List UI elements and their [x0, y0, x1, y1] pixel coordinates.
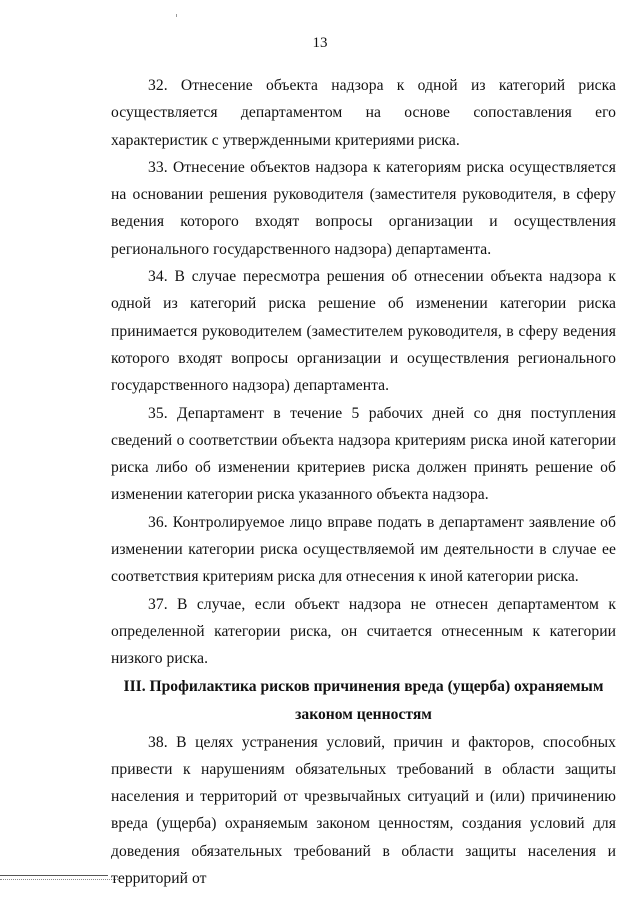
scan-mark — [176, 14, 177, 17]
paragraph-32: 32. Отнесение объекта надзора к одной из категорий риска осуществляется департаментом на основе сопоставления его характеристик с утвержденными критериями риска. — [111, 77, 616, 149]
footer-rule-dotted — [0, 879, 120, 880]
paragraph-34: 34. В случае пересмотра решения об отнесении объекта надзора к одной из категорий риска решение об изменении категории риска принимается руководителем (заместителем руководителя, в сферу ведения которого входят вопросы организации и осуществления регионального государственного надзора) департамента. — [111, 268, 616, 395]
paragraph-38: 38. В целях устранения условий, причин и факторов, способных привести к нарушениям обязательных требований в области защиты населения и территорий от чрезвычайных ситуаций и (или) причинению вреда (ущерба) охраняемым законом ценностям, создания условий для доведения обязательных требований в области защиты населения и территорий от — [111, 733, 616, 888]
section-heading: III. Профилактика рисков причинения вреда (ущерба) охраняемым законом ценностям — [123, 677, 604, 723]
paragraph-35: 35. Департамент в течение 5 рабочих дней со дня поступления сведений о соответствии объекта надзора критериям риска иной категории риска либо об изменении критериев риска должен принять решение об изменении категории риска указанного объекта надзора. — [111, 404, 616, 504]
document-body — [111, 72, 616, 892]
page-number: 13 — [312, 35, 328, 51]
footer-rule — [0, 875, 108, 876]
paragraph-37: 37. В случае, если объект надзора не отнесен департаментом к определенной категории риска, он считается отнесенным к категории низкого риска. — [111, 595, 616, 668]
paragraph-36: 36. Контролируемое лицо вправе подать в департамент заявление об изменении категории риска осуществляемой им деятельности в случае ее соответствия критериям риска для отнесения к иной категории риска. — [111, 513, 616, 586]
paragraph-33: 33. Отнесение объектов надзора к категориям риска осуществляется на основании решения руководителя (заместителя руководителя, в сферу ведения которого входят вопросы организации и осуществления регионального государственного надзора) департамента. — [111, 158, 616, 258]
